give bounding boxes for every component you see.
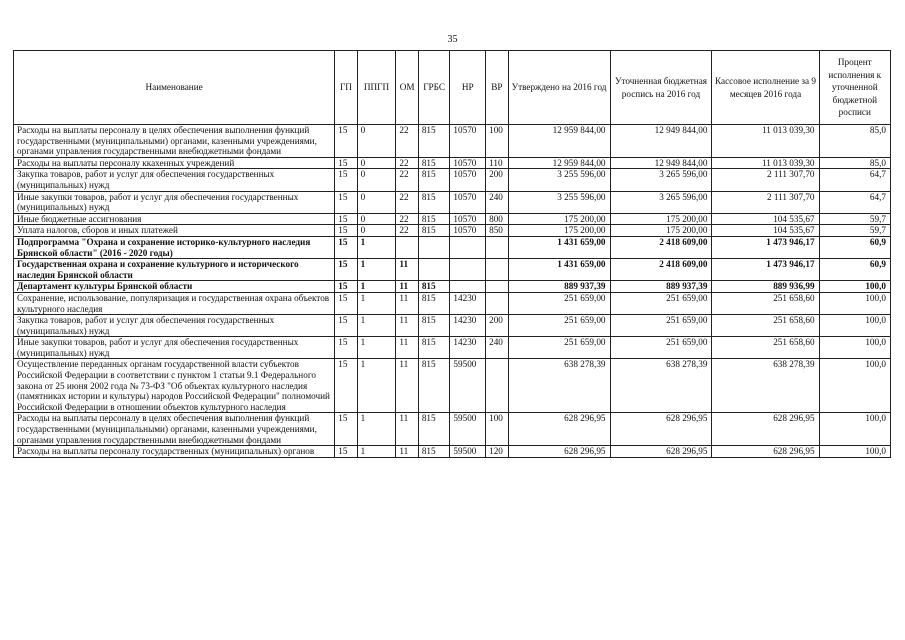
cell-grbs: 815 bbox=[418, 292, 450, 314]
cell-refined: 2 418 609,00 bbox=[610, 259, 712, 281]
cell-om: 22 bbox=[396, 213, 418, 225]
cell-percent: 59,7 bbox=[819, 213, 890, 225]
cell-name: Государственная охрана и сохранение культурного и исторического наследия Брянской области bbox=[14, 259, 335, 281]
cell-np bbox=[450, 236, 486, 258]
cell-refined: 2 418 609,00 bbox=[610, 236, 712, 258]
cell-refined: 251 659,00 bbox=[610, 337, 712, 359]
cell-grbs bbox=[418, 236, 450, 258]
cell-gp: 15 bbox=[335, 169, 357, 191]
cell-cash: 251 658,60 bbox=[712, 292, 819, 314]
cell-np bbox=[450, 281, 486, 293]
cell-cash: 2 111 307,70 bbox=[712, 169, 819, 191]
cell-np: 59500 bbox=[450, 359, 486, 413]
cell-cash: 1 473 946,17 bbox=[712, 259, 819, 281]
cell-approved: 3 255 596,00 bbox=[508, 191, 610, 213]
cell-vr bbox=[486, 236, 508, 258]
cell-gp: 15 bbox=[335, 292, 357, 314]
cell-name: Иные бюджетные ассигнования bbox=[14, 213, 335, 225]
cell-cash: 104 535,67 bbox=[712, 213, 819, 225]
cell-ppgp: 0 bbox=[357, 157, 396, 169]
table-row bbox=[14, 157, 891, 169]
cell-np: 59500 bbox=[450, 446, 486, 458]
table-row bbox=[14, 315, 891, 337]
cell-ppgp: 1 bbox=[357, 359, 396, 413]
cell-vr: 240 bbox=[486, 337, 508, 359]
cell-np: 10570 bbox=[450, 125, 486, 158]
cell-refined: 12 949 844,00 bbox=[610, 157, 712, 169]
cell-ppgp: 1 bbox=[357, 413, 396, 446]
cell-om: 22 bbox=[396, 125, 418, 158]
cell-grbs: 815 bbox=[418, 125, 450, 158]
cell-percent: 100,0 bbox=[819, 446, 890, 458]
cell-vr: 100 bbox=[486, 125, 508, 158]
cell-np: 10570 bbox=[450, 225, 486, 237]
cell-gp: 15 bbox=[335, 125, 357, 158]
cell-name: Закупка товаров, работ и услуг для обеспечения государственных (муниципальных) нужд bbox=[14, 169, 335, 191]
cell-cash: 638 278,39 bbox=[712, 359, 819, 413]
cell-gp: 15 bbox=[335, 236, 357, 258]
cell-approved: 12 959 844,00 bbox=[508, 157, 610, 169]
cell-approved: 175 200,00 bbox=[508, 225, 610, 237]
cell-np: 10570 bbox=[450, 213, 486, 225]
table-row bbox=[14, 236, 891, 258]
header-gp: ГП bbox=[335, 51, 357, 125]
cell-grbs bbox=[418, 259, 450, 281]
cell-grbs: 815 bbox=[418, 225, 450, 237]
cell-refined: 889 937,39 bbox=[610, 281, 712, 293]
cell-gp: 15 bbox=[335, 359, 357, 413]
cell-approved: 3 255 596,00 bbox=[508, 169, 610, 191]
cell-om: 11 bbox=[396, 281, 418, 293]
cell-om: 11 bbox=[396, 315, 418, 337]
header-vr: ВР bbox=[486, 51, 508, 125]
cell-om: 22 bbox=[396, 157, 418, 169]
cell-om: 11 bbox=[396, 337, 418, 359]
cell-om: 22 bbox=[396, 191, 418, 213]
cell-cash: 11 013 039,30 bbox=[712, 125, 819, 158]
cell-np: 10570 bbox=[450, 191, 486, 213]
cell-om: 22 bbox=[396, 225, 418, 237]
cell-grbs: 815 bbox=[418, 191, 450, 213]
cell-name: Расходы на выплаты персоналу ккахенных учреждений bbox=[14, 157, 335, 169]
cell-name: Сохранение, использование, популяризация и государственная охрана объектов культурного наследия bbox=[14, 292, 335, 314]
cell-percent: 85,0 bbox=[819, 157, 890, 169]
cell-name: Осуществление переданных органам государственной власти субъектов Российской Федерации в соответствии с пунктом 1 статьи 9.1 Федерального закона от 25 июня 2002 года № 73-ФЗ "Об объектах культурного наследия (памятниках истории и культуры) народов Российской Федерации" полномочий Российской Федерации в отношении объектов культурного наследия bbox=[14, 359, 335, 413]
cell-cash: 1 473 946,17 bbox=[712, 236, 819, 258]
table-row bbox=[14, 213, 891, 225]
table-header-row bbox=[14, 51, 891, 125]
cell-om: 11 bbox=[396, 292, 418, 314]
cell-approved: 12 959 844,00 bbox=[508, 125, 610, 158]
cell-np: 59500 bbox=[450, 413, 486, 446]
cell-ppgp: 0 bbox=[357, 213, 396, 225]
cell-gp: 15 bbox=[335, 446, 357, 458]
cell-cash: 104 535,67 bbox=[712, 225, 819, 237]
cell-vr: 240 bbox=[486, 191, 508, 213]
cell-np: 10570 bbox=[450, 169, 486, 191]
cell-om: 11 bbox=[396, 359, 418, 413]
cell-grbs: 815 bbox=[418, 169, 450, 191]
cell-ppgp: 0 bbox=[357, 125, 396, 158]
budget-table bbox=[13, 50, 891, 458]
header-ppgp: ППГП bbox=[357, 51, 396, 125]
cell-percent: 85,0 bbox=[819, 125, 890, 158]
cell-grbs: 815 bbox=[418, 315, 450, 337]
cell-vr bbox=[486, 259, 508, 281]
cell-cash: 889 936,99 bbox=[712, 281, 819, 293]
cell-percent: 100,0 bbox=[819, 315, 890, 337]
cell-name: Уплата налогов, сборов и иных платежей bbox=[14, 225, 335, 237]
cell-ppgp: 1 bbox=[357, 259, 396, 281]
cell-grbs: 815 bbox=[418, 359, 450, 413]
cell-ppgp: 1 bbox=[357, 292, 396, 314]
cell-vr: 200 bbox=[486, 315, 508, 337]
cell-np: 14230 bbox=[450, 315, 486, 337]
cell-approved: 628 296,95 bbox=[508, 413, 610, 446]
cell-gp: 15 bbox=[335, 413, 357, 446]
cell-ppgp: 0 bbox=[357, 225, 396, 237]
cell-refined: 251 659,00 bbox=[610, 315, 712, 337]
cell-refined: 12 949 844,00 bbox=[610, 125, 712, 158]
cell-refined: 3 265 596,00 bbox=[610, 169, 712, 191]
cell-cash: 251 658,60 bbox=[712, 337, 819, 359]
page-number: 35 bbox=[447, 34, 458, 45]
cell-cash: 628 296,95 bbox=[712, 413, 819, 446]
cell-percent: 100,0 bbox=[819, 413, 890, 446]
table-body bbox=[14, 125, 891, 458]
cell-ppgp: 1 bbox=[357, 281, 396, 293]
table-row bbox=[14, 125, 891, 158]
table-row bbox=[14, 225, 891, 237]
cell-gp: 15 bbox=[335, 157, 357, 169]
cell-refined: 638 278,39 bbox=[610, 359, 712, 413]
cell-name: Закупка товаров, работ и услуг для обеспечения государственных (муниципальных) нужд bbox=[14, 315, 335, 337]
cell-percent: 59,7 bbox=[819, 225, 890, 237]
cell-grbs: 815 bbox=[418, 157, 450, 169]
header-percent: Процент исполнения к уточненной бюджетной росписи bbox=[819, 51, 890, 125]
cell-approved: 251 659,00 bbox=[508, 292, 610, 314]
cell-grbs: 815 bbox=[418, 337, 450, 359]
cell-approved: 1 431 659,00 bbox=[508, 236, 610, 258]
cell-vr: 120 bbox=[486, 446, 508, 458]
cell-vr: 850 bbox=[486, 225, 508, 237]
cell-om: 11 bbox=[396, 446, 418, 458]
cell-percent: 64,7 bbox=[819, 169, 890, 191]
table-row bbox=[14, 191, 891, 213]
cell-grbs: 815 bbox=[418, 413, 450, 446]
cell-ppgp: 1 bbox=[357, 315, 396, 337]
cell-cash: 11 013 039,30 bbox=[712, 157, 819, 169]
cell-approved: 638 278,39 bbox=[508, 359, 610, 413]
cell-grbs: 815 bbox=[418, 213, 450, 225]
cell-vr: 110 bbox=[486, 157, 508, 169]
header-np: НР bbox=[450, 51, 486, 125]
cell-grbs: 815 bbox=[418, 446, 450, 458]
cell-ppgp: 0 bbox=[357, 191, 396, 213]
cell-refined: 251 659,00 bbox=[610, 292, 712, 314]
cell-cash: 251 658,60 bbox=[712, 315, 819, 337]
cell-name: Департамент культуры Брянской области bbox=[14, 281, 335, 293]
cell-gp: 15 bbox=[335, 213, 357, 225]
cell-vr: 800 bbox=[486, 213, 508, 225]
table-row bbox=[14, 337, 891, 359]
cell-percent: 100,0 bbox=[819, 292, 890, 314]
table-row bbox=[14, 169, 891, 191]
cell-vr bbox=[486, 292, 508, 314]
cell-percent: 60,9 bbox=[819, 236, 890, 258]
cell-np: 10570 bbox=[450, 157, 486, 169]
cell-name: Иные закупки товаров, работ и услуг для обеспечения государственных (муниципальных) нужд bbox=[14, 337, 335, 359]
cell-vr: 200 bbox=[486, 169, 508, 191]
cell-approved: 889 937,39 bbox=[508, 281, 610, 293]
cell-gp: 15 bbox=[335, 191, 357, 213]
cell-om: 11 bbox=[396, 413, 418, 446]
cell-percent: 100,0 bbox=[819, 337, 890, 359]
cell-refined: 175 200,00 bbox=[610, 213, 712, 225]
cell-name: Подпрограмма "Охрана и сохранение историко-культурного наследия Брянской области" (2016 - 2020 годы) bbox=[14, 236, 335, 258]
cell-om: 22 bbox=[396, 169, 418, 191]
cell-approved: 1 431 659,00 bbox=[508, 259, 610, 281]
cell-name: Расходы на выплаты персоналу в целях обеспечения выполнения функций государственными (муниципальными) органами, казенными учреждениями, органами управления государственными внебюджетными фондами bbox=[14, 413, 335, 446]
cell-refined: 175 200,00 bbox=[610, 225, 712, 237]
header-om: ОМ bbox=[396, 51, 418, 125]
cell-gp: 15 bbox=[335, 337, 357, 359]
table-row bbox=[14, 259, 891, 281]
cell-name: Расходы на выплаты персоналу государственных (муниципальных) органов bbox=[14, 446, 335, 458]
cell-name: Иные закупки товаров, работ и услуг для обеспечения государственных (муниципальных) нужд bbox=[14, 191, 335, 213]
cell-gp: 15 bbox=[335, 259, 357, 281]
cell-np: 14230 bbox=[450, 292, 486, 314]
cell-vr bbox=[486, 281, 508, 293]
header-name: Наименование bbox=[14, 51, 335, 125]
cell-approved: 628 296,95 bbox=[508, 446, 610, 458]
header-cash: Кассовое исполнение за 9 месяцев 2016 года bbox=[712, 51, 819, 125]
cell-om: 11 bbox=[396, 259, 418, 281]
cell-percent: 60,9 bbox=[819, 259, 890, 281]
cell-approved: 251 659,00 bbox=[508, 337, 610, 359]
cell-percent: 100,0 bbox=[819, 281, 890, 293]
table-row bbox=[14, 359, 891, 413]
cell-om bbox=[396, 236, 418, 258]
header-refined: Уточненная бюджетная роспись на 2016 год bbox=[610, 51, 712, 125]
cell-percent: 100,0 bbox=[819, 359, 890, 413]
table-row bbox=[14, 281, 891, 293]
cell-approved: 175 200,00 bbox=[508, 213, 610, 225]
table-row bbox=[14, 446, 891, 458]
header-approved: Утверждено на 2016 год bbox=[508, 51, 610, 125]
header-grbs: ГРБС bbox=[418, 51, 450, 125]
cell-refined: 628 296,95 bbox=[610, 446, 712, 458]
cell-percent: 64,7 bbox=[819, 191, 890, 213]
cell-refined: 628 296,95 bbox=[610, 413, 712, 446]
cell-refined: 3 265 596,00 bbox=[610, 191, 712, 213]
cell-cash: 2 111 307,70 bbox=[712, 191, 819, 213]
cell-vr: 100 bbox=[486, 413, 508, 446]
cell-ppgp: 1 bbox=[357, 337, 396, 359]
cell-gp: 15 bbox=[335, 281, 357, 293]
cell-ppgp: 0 bbox=[357, 169, 396, 191]
cell-name: Расходы на выплаты персоналу в целях обеспечения выполнения функций государственными (муниципальными) органами, казенными учреждениями, органами управления государственными внебюджетными фондами bbox=[14, 125, 335, 158]
cell-ppgp: 1 bbox=[357, 446, 396, 458]
cell-ppgp: 1 bbox=[357, 236, 396, 258]
cell-grbs: 815 bbox=[418, 281, 450, 293]
cell-cash: 628 296,95 bbox=[712, 446, 819, 458]
cell-approved: 251 659,00 bbox=[508, 315, 610, 337]
cell-np: 14230 bbox=[450, 337, 486, 359]
cell-gp: 15 bbox=[335, 225, 357, 237]
cell-gp: 15 bbox=[335, 315, 357, 337]
cell-vr bbox=[486, 359, 508, 413]
cell-np bbox=[450, 259, 486, 281]
table-row bbox=[14, 413, 891, 446]
table-row bbox=[14, 292, 891, 314]
